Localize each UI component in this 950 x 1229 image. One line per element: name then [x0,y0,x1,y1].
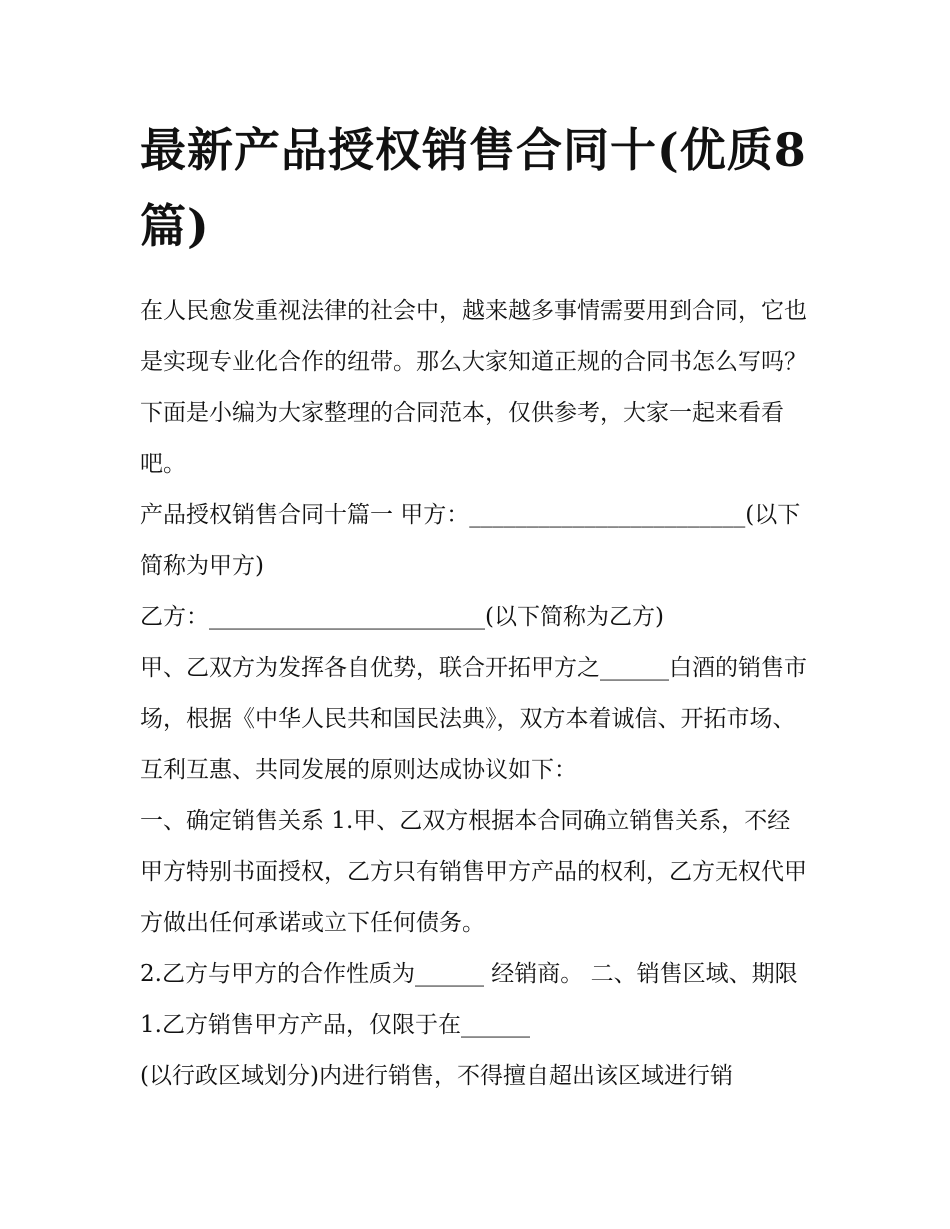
party-b-paragraph: 乙方：________________________(以下简称为乙方) [140,604,664,630]
document-page [140,112,812,1102]
region-paragraph: (以行政区域划分)内进行销售，不得擅自超出该区域进行销 [140,1063,733,1089]
document-body [140,286,812,1102]
intro-paragraph: 在人民愈发重视法律的社会中，越来越多事情需要用到合同，它也是实现专业化合作的纽带。那么大家知道正规的合同书怎么写吗？下面是小编为大家整理的合同范本，仅供参考，大家一起来看看吧。 [140,298,807,477]
clause-two-paragraph: 2.乙方与甲方的合作性质为______ 经销商。 二、销售区域、期限 1.乙方销售甲方产品，仅限于在______ [140,961,798,1038]
clause-one-paragraph: 一、确定销售关系 1.甲、乙双方根据本合同确立销售关系，不经甲方特别书面授权，乙方只有销售甲方产品的权利，乙方无权代甲方做出任何承诺或立下任何债务。 [140,808,807,936]
purpose-paragraph: 甲、乙双方为发挥各自优势，联合开拓甲方之______白酒的销售市场，根据《中华人民共和国民法典》，双方本着诚信、开拓市场、互利互惠、共同发展的原则达成协议如下： [140,655,807,783]
document-title: 最新产品授权销售合同十(优质8篇) [140,123,807,253]
party-a-paragraph: 产品授权销售合同十篇一 甲方：________________________(以下简称为甲方) [140,502,801,579]
